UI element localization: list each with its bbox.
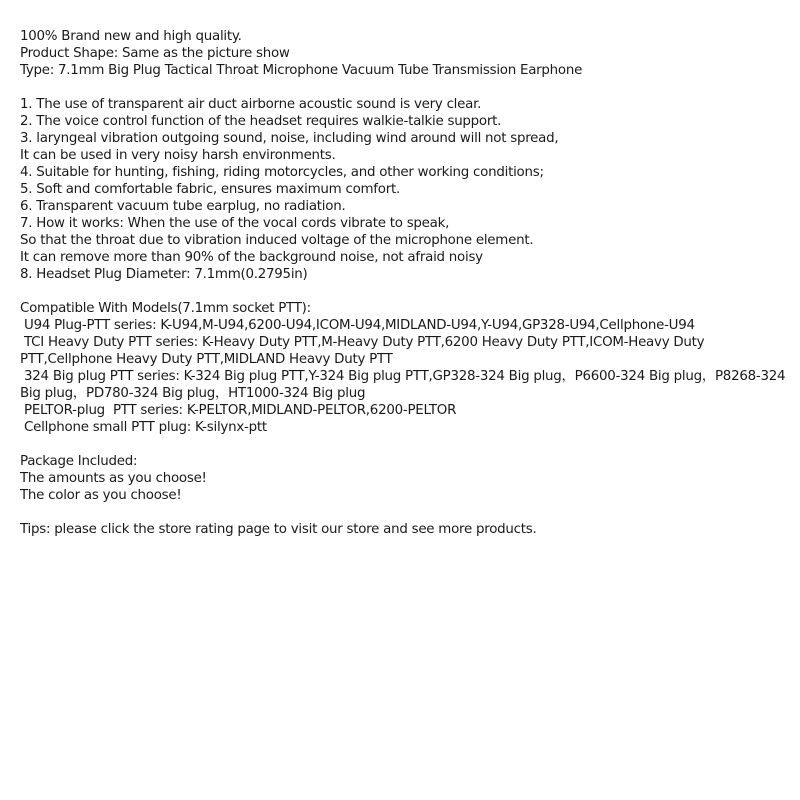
tips-line: Tips: please click the store rating page to visit our store and see more products. <box>20 522 537 537</box>
feature-line: 2. The voice control function of the headset requires walkie-talkie support. <box>20 114 502 129</box>
package-heading: Package Included: <box>20 454 138 469</box>
feature-line: 6. Transparent vacuum tube earplug, no radiation. <box>20 199 346 214</box>
spacer <box>20 504 790 521</box>
feature-line: 8. Headset Plug Diameter: 7.1mm(0.2795in) <box>20 267 308 282</box>
feature-line: It can be used in very noisy harsh environments. <box>20 148 336 163</box>
spacer <box>20 436 790 453</box>
shape-line: Product Shape: Same as the picture show <box>20 46 290 61</box>
compatible-324: 324 Big plug PTT series: K-324 Big plug PTT,Y-324 Big plug PTT,GP328-324 Big plug，P6600-324 Big plug，P8268-324 Big plug，PD780-324 Big plug，HT1000-324 Big plug <box>20 369 790 401</box>
feature-line: It can remove more than 90% of the background noise, not afraid noisy <box>20 250 483 265</box>
type-line: Type: 7.1mm Big Plug Tactical Throat Microphone Vacuum Tube Transmission Earphone <box>20 63 583 78</box>
compatible-heading: Compatible With Models(7.1mm socket PTT): <box>20 301 311 316</box>
compatible-u94: U94 Plug-PTT series: K-U94,M-U94,6200-U94,ICOM-U94,MIDLAND-U94,Y-U94,GP328-U94,Cellphone-U94 <box>20 318 695 333</box>
feature-line: 7. How it works: When the use of the vocal cords vibrate to speak, <box>20 216 450 231</box>
compatible-tci: TCI Heavy Duty PTT series: K-Heavy Duty PTT,M-Heavy Duty PTT,6200 Heavy Duty PTT,ICOM-Heavy Duty PTT,Cellphone Heavy Duty PTT,MIDLAND Heavy Duty PTT <box>20 335 709 367</box>
compatible-peltor: PELTOR-plug PTT series: K-PELTOR,MIDLAND-PELTOR,6200-PELTOR <box>20 403 457 418</box>
package-amounts: The amounts as you choose! <box>20 471 207 486</box>
feature-line: 4. Suitable for hunting, fishing, riding motorcycles, and other working conditions; <box>20 165 544 180</box>
feature-line: So that the throat due to vibration induced voltage of the microphone element. <box>20 233 534 248</box>
feature-line: 3. laryngeal vibration outgoing sound, noise, including wind around will not spread, <box>20 131 559 146</box>
spacer <box>20 283 790 300</box>
product-description <box>20 28 790 538</box>
feature-line: 1. The use of transparent air duct airborne acoustic sound is very clear. <box>20 97 482 112</box>
compatible-cellphone: Cellphone small PTT plug: K-silynx-ptt <box>20 420 267 435</box>
package-color: The color as you choose! <box>20 488 182 503</box>
quality-line: 100% Brand new and high quality. <box>20 29 242 44</box>
spacer <box>20 79 790 96</box>
feature-line: 5. Soft and comfortable fabric, ensures maximum comfort. <box>20 182 400 197</box>
